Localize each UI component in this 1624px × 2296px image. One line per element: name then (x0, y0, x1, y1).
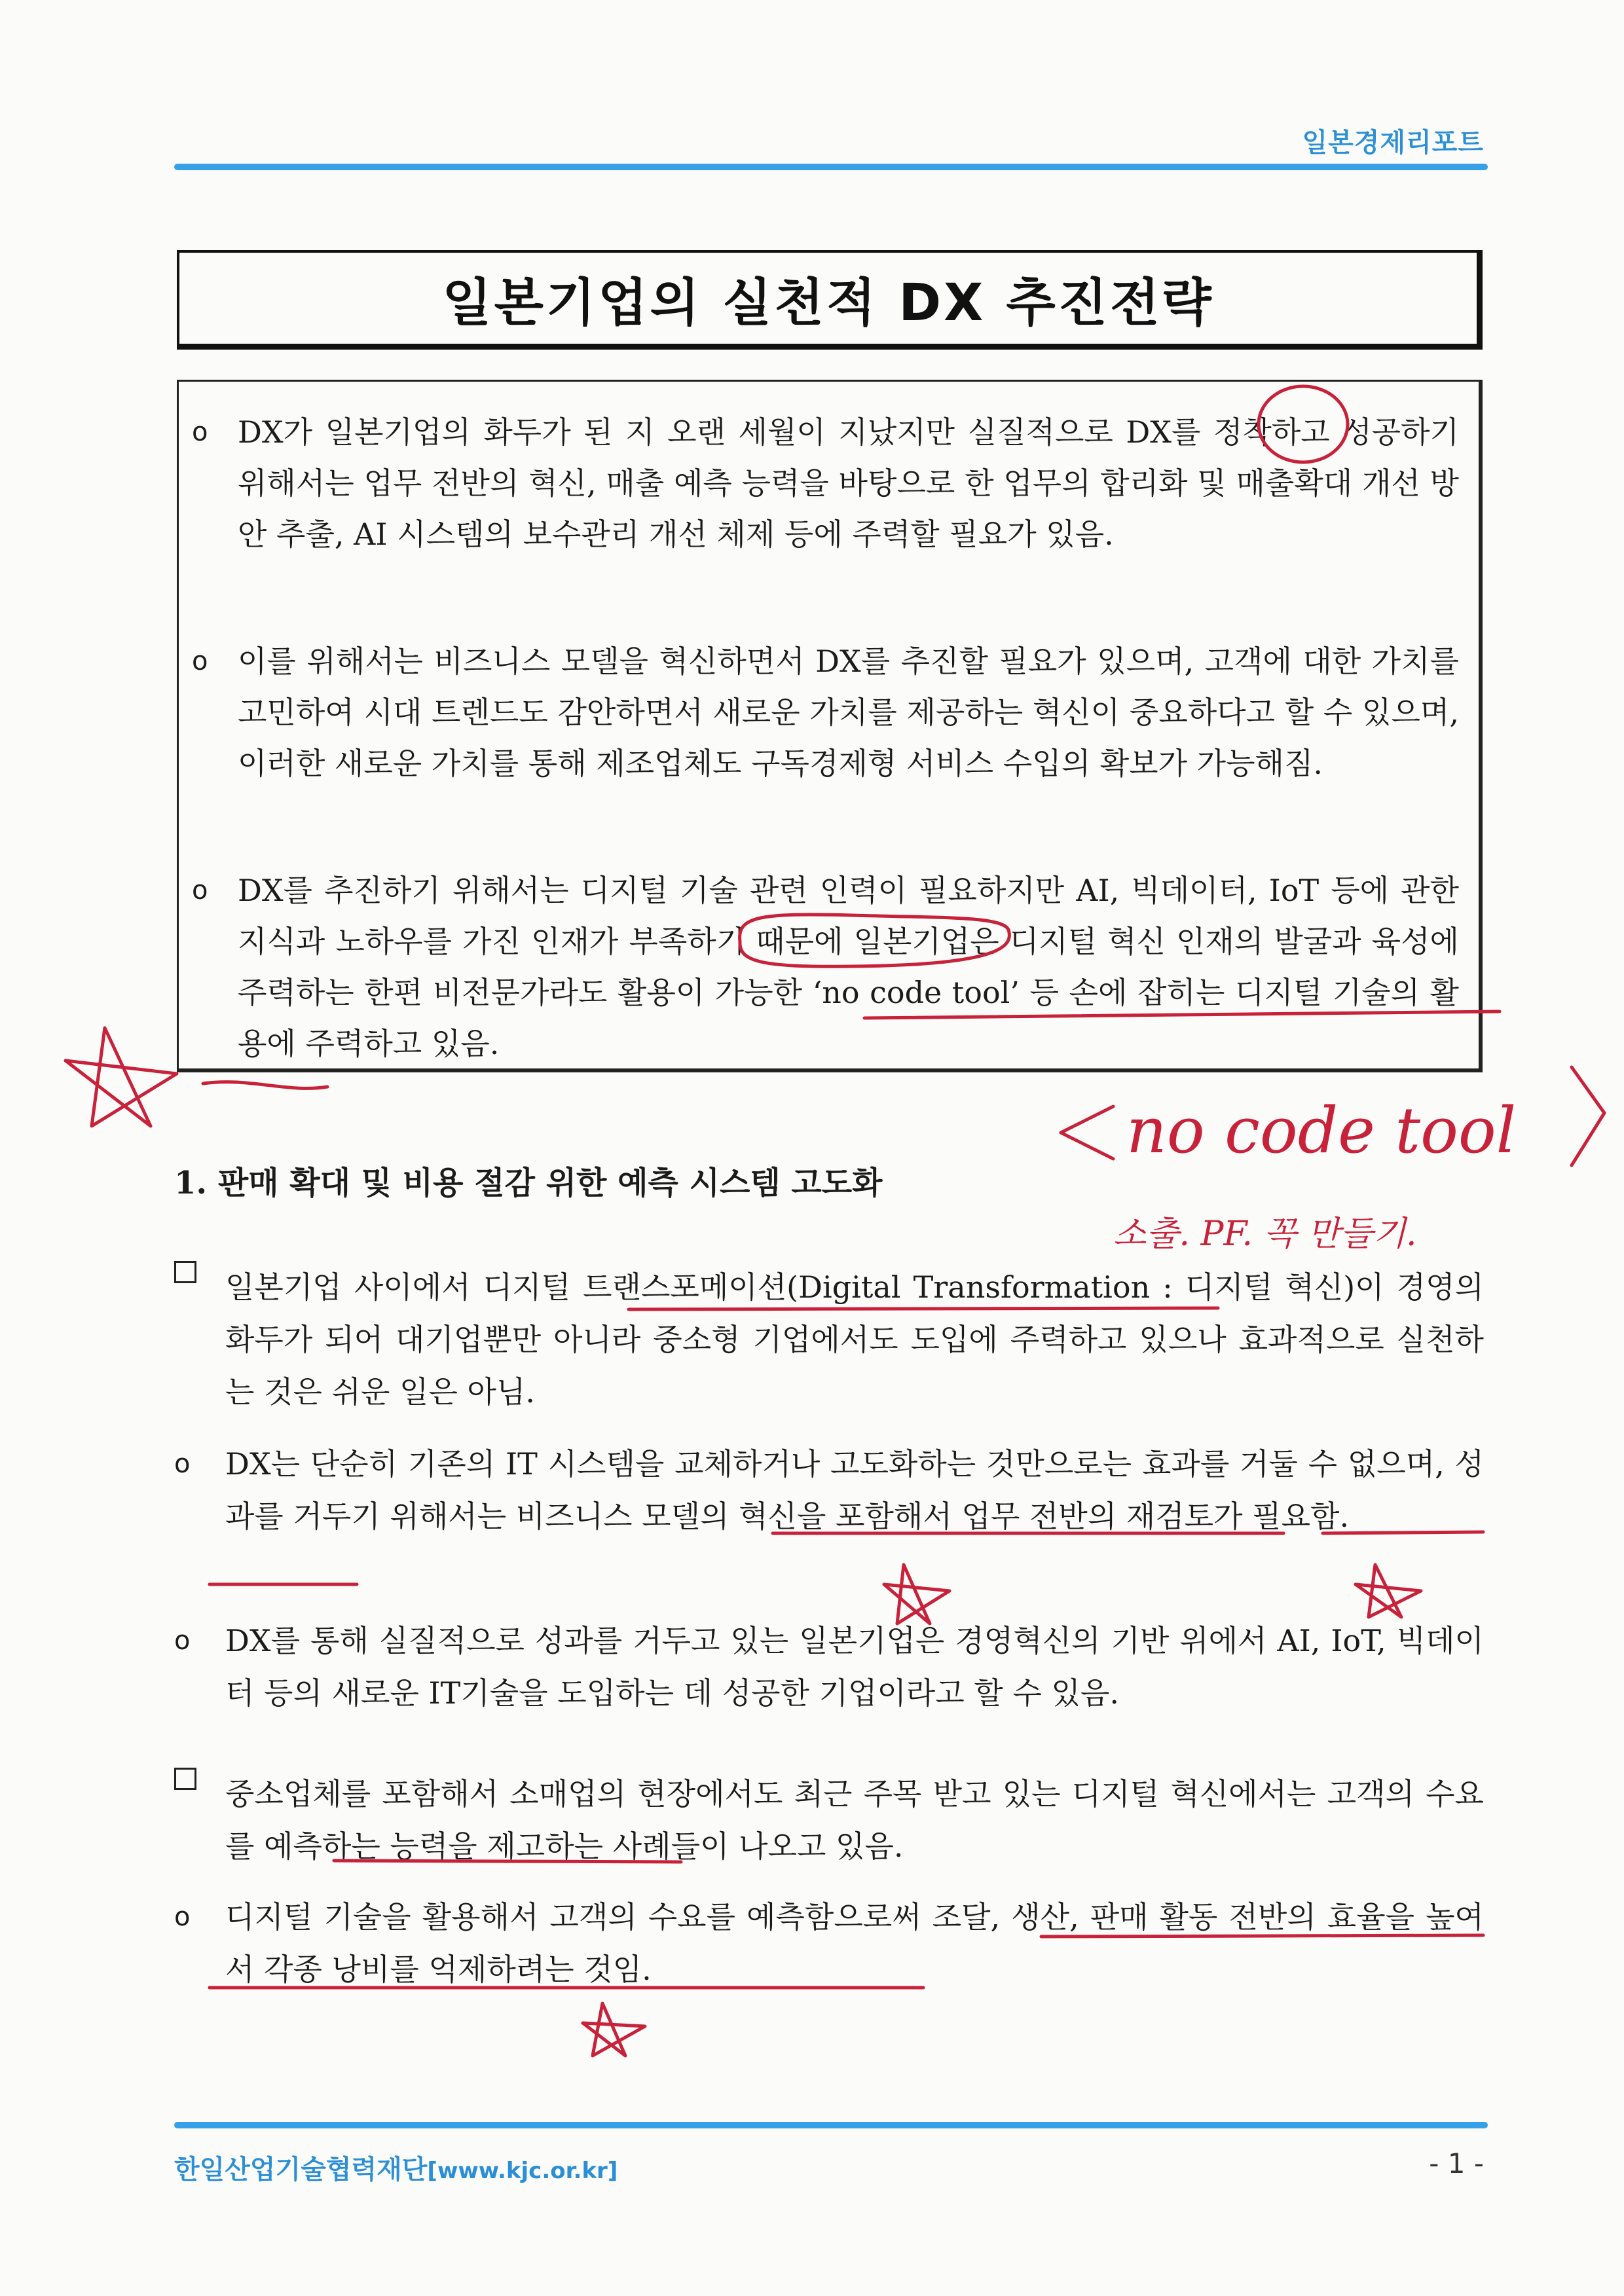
section-heading: 1. 판매 확대 및 비용 절감 위한 예측 시스템 고도화 (174, 1165, 883, 1201)
report-series-label: 일본경제리포트 (1302, 128, 1484, 158)
underline-annotation (203, 1082, 327, 1089)
summary-text: 이를 위해서는 비즈니스 모델을 혁신하면서 DX를 추진할 필요가 있으며, 고객에 대한 가치를 고민하여 시대 트렌드도 감안하면서 새로운 가치를 제공하는 혁신이 중요하다고 할 수 있으며, 이러한 새로운 가치를 통해 제조업체도 구독경제형 서비스 수입의 확보가 가능해짐. (238, 644, 1459, 781)
bracket-annotation (1572, 1067, 1604, 1165)
bracket-annotation (1061, 1106, 1113, 1159)
square-bullet-icon (174, 1768, 196, 1790)
summary-item (192, 407, 1459, 560)
body-paragraph (174, 1438, 1484, 1542)
page-number: - 1 - (1429, 2147, 1484, 2179)
paragraph-text: DX는 단순히 기존의 IT 시스템을 교체하거나 고도화하는 것만으로는 효과를 거둘 수 없으며, 성과를 거두기 위해서는 비즈니스 모델의 혁신을 포함해서 업무 전반의 재검토가 필요함. (225, 1446, 1484, 1534)
body-paragraph (174, 1614, 1484, 1719)
document-title: 일본기업의 실천적 DX 추진전략 (442, 273, 1214, 333)
organization-name: 한일산업기술협력재단 (174, 2155, 428, 2185)
paragraph-text: DX를 통해 실질적으로 성과를 거두고 있는 일본기업은 경영혁신의 기반 위에서 AI, IoT, 빅데이터 등의 새로운 IT기술을 도입하는 데 성공한 기업이라고 할 수 있음. (225, 1623, 1484, 1711)
star-annotation (583, 2003, 645, 2056)
body-paragraph (174, 1261, 1484, 1418)
bullet-marker: o (192, 875, 208, 905)
paragraph-text: 디지털 기술을 활용해서 고객의 수요를 예측함으로써 조달, 생산, 판매 활동 전반의 효율을 높여서 각종 낭비를 억제하려는 것임. (225, 1899, 1484, 1987)
summary-box (177, 380, 1483, 1072)
star-annotation (1356, 1565, 1421, 1617)
circle-bullet-icon: o (174, 1626, 191, 1656)
footer-organization (174, 2149, 618, 2186)
summary-text: DX를 추진하기 위해서는 디지털 기술 관련 인력이 필요하지만 AI, 빅데이터, IoT 등에 관한 지식과 노하우를 가진 인재가 부족하기 때문에 일본기업은 디지털 혁신 인재의 발굴과 육성에 주력하는 한편 비전문가라도 활용이 가능한 ‘no code tool’ 등 손에 잡히는 디지털 기술의 활용에 주력하고 있음. (238, 873, 1459, 1061)
star-annotation (65, 1028, 177, 1126)
body-paragraph (174, 1891, 1484, 1995)
body-paragraph (174, 1768, 1484, 1872)
paragraph-text: 일본기업 사이에서 디지털 트랜스포메이션(Digital Transformation : 디지털 혁신)이 경영의 화두가 되어 대기업뿐만 아니라 중소형 기업에서도 도입에 주력하고 있으나 효과적으로 실천하는 것은 쉬운 일은 아님. (225, 1269, 1484, 1410)
bullet-marker: o (192, 646, 208, 676)
handwritten-note: 소출. PF. 꼭 만들기. (1113, 1214, 1417, 1254)
bullet-marker: o (192, 417, 208, 447)
square-bullet-icon (174, 1261, 196, 1283)
footer-rule (174, 2122, 1488, 2128)
summary-item (192, 636, 1459, 789)
organization-url[interactable]: [www.kjc.or.kr] (427, 2158, 618, 2184)
circle-bullet-icon: o (174, 1902, 191, 1932)
paragraph-text: 중소업체를 포함해서 소매업의 현장에서도 최근 주목 받고 있는 디지털 혁신에서는 고객의 수요를 예측하는 능력을 제고하는 사례들이 나오고 있음. (225, 1776, 1484, 1864)
summary-text: DX가 일본기업의 화두가 된 지 오랜 세월이 지났지만 실질적으로 DX를 정착하고 성공하기 위해서는 업무 전반의 혁신, 매출 예측 능력을 바탕으로 한 업무의 합리화 및 매출확대 개선 방안 추출, AI 시스템의 보수관리 개선 체제 등에 주력할 필요가 있음. (238, 414, 1459, 552)
handwritten-note: no code tool (1126, 1094, 1517, 1167)
circle-bullet-icon: o (174, 1449, 191, 1479)
summary-item (192, 865, 1459, 1069)
title-box (177, 250, 1483, 350)
header-rule (174, 164, 1488, 170)
